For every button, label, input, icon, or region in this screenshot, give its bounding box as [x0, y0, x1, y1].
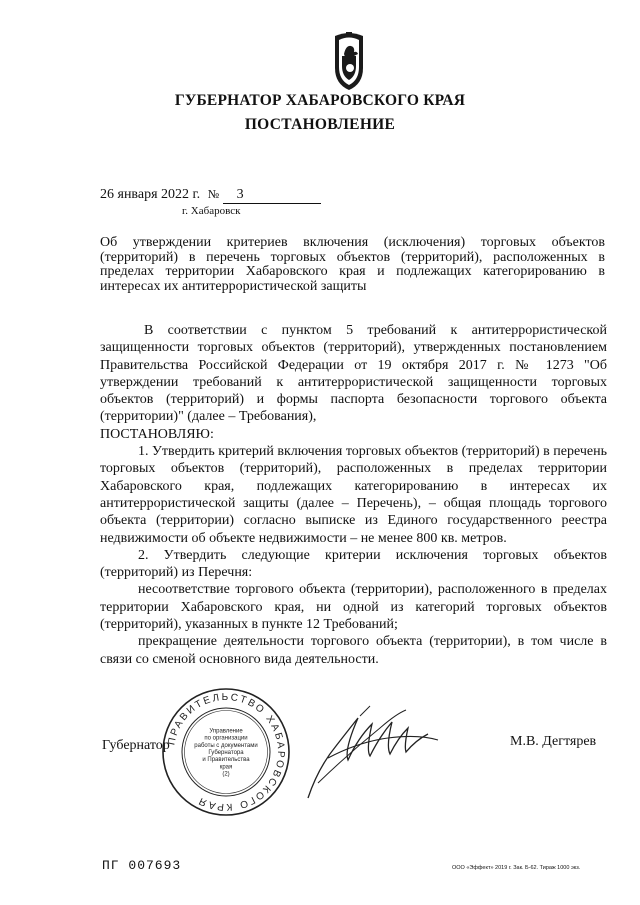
item-2a-paragraph: несоответствие торгового объекта (территории), расположенного в пределах территории Хабаровского края, ни одной из категорий торговых объектов (территорий), указанных в пункте 12 Требований;	[100, 582, 607, 633]
document-date: 26 января 2022 г.	[100, 187, 201, 202]
document-number: 3	[223, 187, 321, 204]
seal-inner-line: работы с документами	[194, 742, 258, 749]
official-seal-stamp	[160, 686, 292, 818]
print-info: ООО «Эффект» 2019 г. Зак. Б-62. Тираж 1000 экз.	[452, 865, 581, 871]
number-label: №	[207, 187, 220, 201]
city: г. Хабаровск	[182, 205, 241, 217]
seal-inner-line: Управление	[209, 728, 243, 735]
item-2b-paragraph: прекращение деятельности торгового объекта (территории), в том числе в связи со сменой основного вида деятельности.	[100, 634, 607, 667]
seal-ring-text: ПРАВИТЕЛЬСТВО ХАБАРОВСКОГО КРАЯ	[166, 691, 287, 813]
document-type: ПОСТАНОВЛЕНИЕ	[244, 116, 396, 133]
item-2-paragraph: 2. Утвердить следующие критерии исключения торговых объектов (территорий) из Перечня:	[100, 547, 607, 581]
seal-inner-line: по организации	[204, 735, 248, 742]
handwritten-signature	[288, 688, 488, 808]
signatory-position: Губернатор	[102, 738, 170, 753]
form-serial-number: ПГ 007693	[102, 858, 182, 873]
seal-inner-line: (2)	[222, 771, 230, 778]
preamble-paragraph: В соответствии с пунктом 5 требований к антитеррористической защищенности торговых объектов (территорий), утвержденных постановлением Правительства Российской Федерации от 19 октября 2017 г. № 1273 "Об утверждении требований к антитеррористической защищенности торговых объектов (территорий) и формы паспорта безопасности торгового объекта (территории)" (далее – Требования),	[100, 323, 607, 425]
document-body	[100, 322, 607, 668]
document-title: Об утверждении критериев включения (исключения) торговых объектов (территорий) в перечень торговых объектов (территорий), расположенных в пределах территории Хабаровского края и подлежащих категорированию в интересах их антитеррористической защиты	[100, 235, 605, 294]
seal-inner-line: края	[219, 764, 233, 771]
seal-inner-line: Губернатора	[208, 750, 244, 756]
resolve-heading: ПОСТАНОВЛЯЮ:	[100, 426, 214, 442]
item-1-paragraph: 1. Утвердить критерий включения торговых объектов (территорий) в перечень торговых объектов (территорий), расположенных в пределах территории Хабаровского края, подлежащих категорированию в интересах их антитеррористической защиты (далее – Перечень), – общая площадь торгового объекта (территории) согласно выписке из Единого государственного реестра недвижимости об объекте недвижимости – не менее 800 кв. метров.	[100, 444, 607, 546]
document-date-line	[100, 187, 321, 204]
coat-of-arms-icon	[326, 30, 372, 92]
header-title: ГУБЕРНАТОР ХАБАРОВСКОГО КРАЯ	[174, 92, 466, 109]
signatory-name: М.В. Дегтярев	[510, 734, 597, 749]
seal-inner-line: и Правительства	[202, 757, 250, 764]
